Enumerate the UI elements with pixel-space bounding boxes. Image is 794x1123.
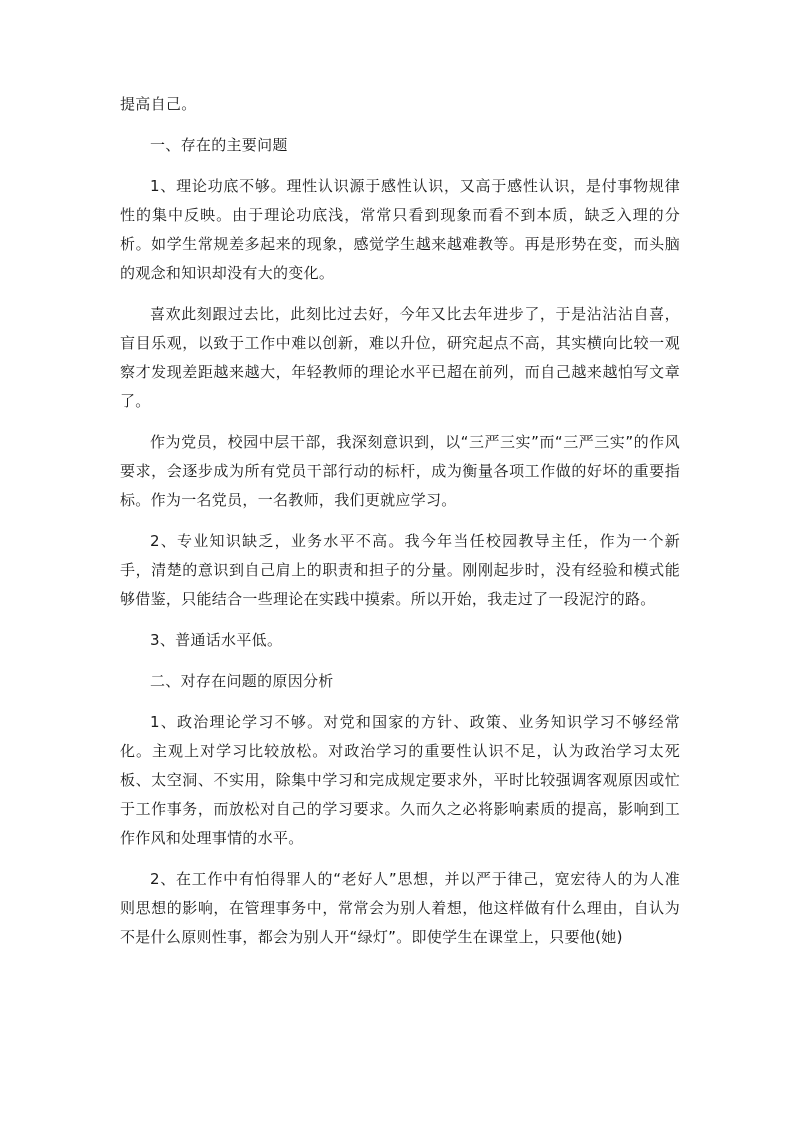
document-body xyxy=(120,90,680,952)
paragraph-theory-foundation: 1、理论功底不够。理性认识源于感性认识，又高于感性认识，是付事物规律性的集中反映。由于理论功底浅，常常只看到现象而看不到本质，缺乏入理的分析。如学生常规差多起来的现象，感觉学生越来越难教等。再是形势在变，而头脑的观念和知识却没有大的变化。 xyxy=(120,177,680,282)
paragraph-continuation: 提高自己。 xyxy=(120,95,197,113)
paragraph-compare-past: 喜欢此刻跟过去比，此刻比过去好，今年又比去年进步了，于是沾沾沾自喜，盲目乐观，以致于工作中难以创新，难以升位，研究起点不高，其实横向比较一观察才发现差距越来越大，年轻教师的理论水平已超在前列，而自己越来越怕写文章了。 xyxy=(120,305,680,410)
paragraph-political-study: 1、政治理论学习不够。对党和国家的方针、政策、业务知识学习不够经常化。主观上对学习比较放松。对政治学习的重要性认识不足，认为政治学习太死板、太空洞、不实用，除集中学习和完成规定要求外，平时比较强调客观原因或忙于工作事务，而放松对自己的学习要求。久而久之必将影响素质的提高，影响到工作作风和处理事情的水平。 xyxy=(120,713,680,847)
paragraph-mandarin: 3、普通话水平低。 xyxy=(150,631,283,649)
section-heading-main-problems: 一、存在的主要问题 xyxy=(150,136,288,154)
paragraph-party-member: 作为党员，校园中层干部，我深刻意识到，以“三严三实”而“三严三实”的作风要求，会逐步成为所有党员干部行动的标杆，成为衡量各项工作做的好坏的重要指标。作为一名党员，一名教师，我们更就应学习。 xyxy=(120,433,680,509)
paragraph-good-guy-mentality: 2、在工作中有怕得罪人的“老好人”思想，并以严于律己，宽宏待人的为人准则思想的影响，在管理事务中，常常会为别人着想，他这样做有什么理由，自认为不是什么原则性事，都会为别人开“绿灯”。即使学生在课堂上，只要他(她) xyxy=(120,870,680,946)
paragraph-professional-knowledge: 2、专业知识缺乏，业务水平不高。我今年当任校园教导主任，作为一个新手，清楚的意识到自己肩上的职责和担子的分量。刚刚起步时，没有经验和模式能够借鉴，只能结合一些理论在实践中摸索。所以开始，我走过了一段泥泞的路。 xyxy=(120,532,680,608)
section-heading-cause-analysis: 二、对存在问题的原因分析 xyxy=(150,672,334,690)
